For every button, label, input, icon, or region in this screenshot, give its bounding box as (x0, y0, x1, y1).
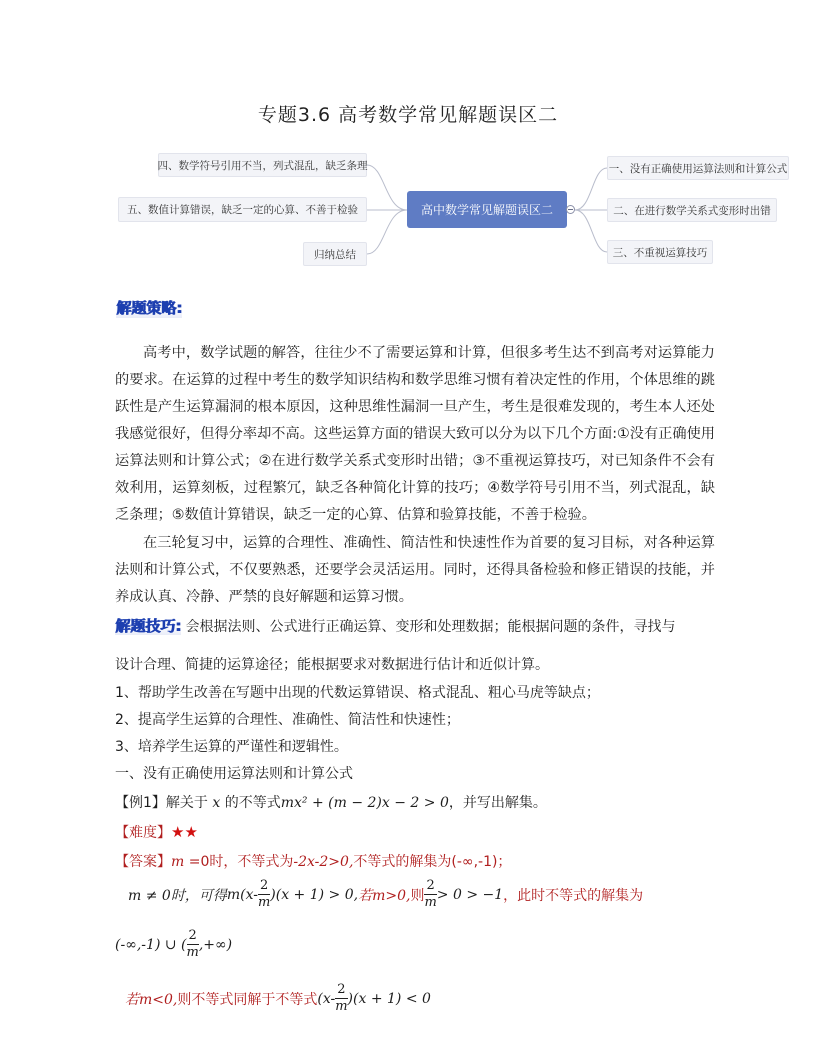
fraction-2-over-m-b (424, 878, 436, 911)
connector-right-1 (575, 168, 607, 210)
section-heading-1: 一、没有正确使用运算法则和计算公式 (115, 766, 353, 782)
fraction-2-over-m-d (335, 982, 347, 1015)
answer-1a: m (171, 854, 185, 870)
answer-3a: (-∞,-1) ∪ ( (115, 936, 187, 953)
skill-text-2: 设计合理、简捷的运算途径；能根据要求对数据进行估计和近似计算。 (115, 657, 549, 673)
skill-badge: 解题技巧: (115, 617, 181, 635)
difficulty-line (115, 822, 198, 842)
difficulty-label: 【难度】 (115, 825, 171, 841)
fraction-numerator-d: 2 (335, 982, 347, 999)
answer-2b: m(x- (226, 886, 258, 903)
difficulty-stars: ★★ (171, 823, 198, 841)
answer-4b: 则不等式同解于不等式 (177, 991, 318, 1008)
collapse-toggle-icon[interactable] (566, 205, 575, 214)
fraction-denominator-d: m (335, 999, 348, 1014)
skill-line-1 (115, 615, 675, 636)
goal-item-2: 2、提高学生运算的合理性、准确性、简洁性和快速性； (115, 712, 460, 728)
example-label: 【例1】 (115, 795, 166, 811)
answer-2g: ，此时不等式的解集为 (503, 887, 644, 904)
connector-left-1 (367, 165, 407, 210)
fraction-2-over-m (258, 878, 270, 911)
answer-4c: (x- (317, 990, 336, 1007)
answer-4d: )(x + 1) < 0 (347, 990, 431, 1007)
answer-label: 【答案】 (115, 854, 171, 870)
mindmap-node-left-2[interactable]: 五、数值计算错误，缺乏一定的心算、不善于检验 (118, 197, 367, 222)
connector-left-3 (367, 210, 407, 254)
mindmap-node-left-3[interactable]: 归纳总结 (303, 242, 367, 266)
example-suffix: ，并写出解集。 (448, 795, 547, 811)
mindmap-center-node[interactable]: 高中数学常见解题误区二 (407, 191, 567, 228)
answer-3b: ,+∞) (198, 936, 233, 953)
skill-text-1: 会根据法则、公式进行正确运算、变形和处理数据；能根据问题的条件，寻找与 (185, 619, 676, 635)
answer-2e: 则 (410, 887, 425, 904)
fraction-denominator-b: m (424, 895, 437, 910)
example-middle: 的不等式 (224, 795, 281, 811)
document-title: 专题3.6 高考数学常见解题误区二 (257, 104, 559, 126)
connector-right-3 (575, 210, 607, 252)
example-prefix: 解关于 (165, 795, 208, 811)
fraction-denominator: m (257, 895, 271, 910)
fraction-2-over-m-c (187, 928, 199, 961)
answer-1d: 不等式的解集为(-∞,-1)； (353, 854, 512, 870)
mindmap-node-left-1[interactable]: 四、数学符号引用不当，列式混乱，缺乏条理 (158, 153, 367, 177)
fraction-numerator-b: 2 (424, 878, 436, 895)
strategy-badge: 解题策略: (116, 299, 182, 317)
mindmap-node-right-1[interactable]: 一、没有正确使用运算法则和计算公式 (607, 156, 789, 180)
answer-line-2 (128, 878, 643, 911)
mindmap-node-right-3[interactable]: 三、不重视运算技巧 (607, 240, 713, 264)
answer-2c: )(x + 1) > 0, (270, 886, 359, 903)
answer-2d: 若m>0, (358, 887, 411, 904)
answer-2a: m ≠ 0时，可得 (128, 887, 227, 904)
goal-item-1: 1、帮助学生改善在写题中出现的代数运算错误、格式混乱、粗心马虎等缺点； (115, 685, 600, 701)
goal-item-3: 3、培养学生运算的严谨性和逻辑性。 (115, 739, 348, 755)
example-1 (115, 792, 547, 812)
answer-line-3 (115, 928, 232, 961)
example-inequality: mx² + (m − 2)x − 2 > 0 (280, 795, 449, 811)
strategy-paragraph-1: 高考中，数学试题的解答，往往少不了需要运算和计算，但很多考生达不到高考对运算能力的要求。在运算的过程中考生的数学知识结构和数学思维习惯有着决定性的作用，个体思维的跳跃性是产生运算漏洞的根本原因，这种思维性漏洞一旦产生，考生是很难发现的，考生本人还处我感觉很好，但得分率却不高。这些运算方面的错误大致可以分为以下几个方面:①没有正确使用运算法则和计算公式；②在进行数学关系式变形时出错；③不重视运算技巧，对已知条件不会有效利用，运算刻板，过程繁冗，缺乏各种简化计算的技巧；④数学符号引用不当，列式混乱，缺乏条理；⑤数值计算错误，缺乏一定的心算、估算和验算技能，不善于检验。 (115, 345, 715, 523)
answer-1b: =0时，不等式为 (184, 854, 294, 870)
fraction-numerator: 2 (258, 878, 270, 895)
answer-1c: -2x-2>0, (293, 854, 354, 870)
mindmap-node-right-2[interactable]: 二、在进行数学关系式变形时出错 (607, 198, 777, 222)
strategy-paragraph-2: 在三轮复习中，运算的合理性、准确性、简洁性和快速性作为首要的复习目标，对各种运算法则和计算公式，不仅要熟悉，还要学会灵活运用。同时，还得具备检验和修正错误的技能，并养成认真、冷静、严禁的良好解题和运算习惯。 (115, 535, 715, 605)
answer-2f: > 0 > −1 (436, 886, 504, 903)
example-var: x (212, 795, 221, 811)
answer-line-1 (115, 851, 511, 871)
answer-line-4 (125, 982, 431, 1015)
fraction-numerator-c: 2 (187, 928, 199, 945)
fraction-denominator-c: m (186, 945, 199, 960)
answer-4a: 若m<0, (125, 991, 178, 1008)
